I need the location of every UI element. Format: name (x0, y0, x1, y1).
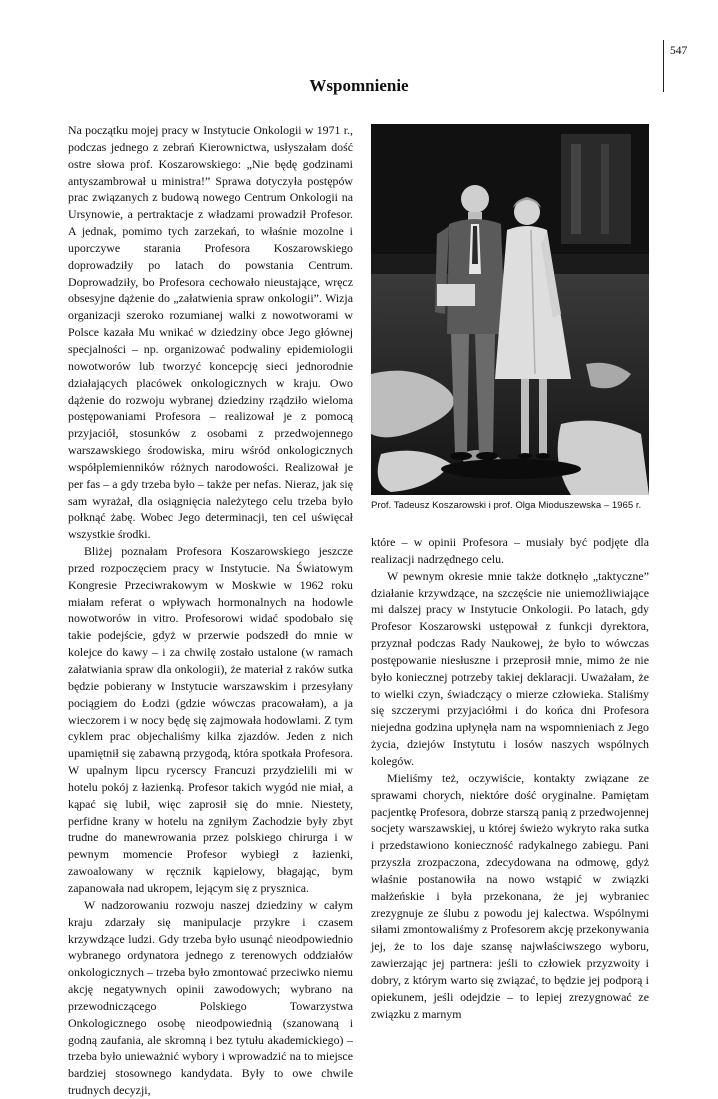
photo-caption: Prof. Tadeusz Koszarowski i prof. Olga Mioduszewska – 1965 r. (371, 500, 642, 511)
page-number: 547 (670, 45, 688, 57)
right-column (371, 534, 649, 1022)
paragraph: W pewnym okresie mnie także dotknęło „taktyczne” działanie krzywdzące, na szczęście nie uniemożliwiające mi dalszej pracy w Instytucie Onkologii. Po latach, gdy Profesor Koszarowski ustępował z funkcji dyrektora, przyznał podczas Rady Naukowej, że było to wówczas postępowanie niesłuszne i przeprosił mnie, mimo że nie było koniecznej potrzeby takiej deklaracji. Uważałam, że to wielki czyn, świadczący o mierze człowieka. Staliśmy się szczerymi przyjaciółmi i do końca dni Profesora niejedna godzina upłynęła nam na wspomnieniach z Jego życia, dziejów Instytutu i losów naszych wspólnych kolegów. (371, 568, 649, 768)
paragraph: W nadzorowaniu rozwoju naszej dziedziny w całym kraju zdarzały się manipulacje przykre i czasem krzywdzące ludzi. Gdy trzeba było usunąć nieodpowiednio wybranego ordynatora jednego z terenowych oddziałów onkologicznych – trzeba było zmontować przeciwko niemu akcję negatywnych opinii zawodowych; wybrano na przewodniczącego Polskiego Towarzystwa Onkologicznego osobę nieodpowiednią (szanowaną i godną zaufania, ale skromną i bez tytułu akademickiego) – trzeba było unieważnić wybory i wprowadzić na to miejsce bardziej stosownego kandydata. Były to owe chwile trudnych decyzji, (68, 897, 353, 1098)
page-title: Wspomnienie (309, 76, 409, 95)
paragraph: które – w opinii Profesora – musiały być podjęte dla realizacji nadrzędnego celu. (371, 535, 649, 566)
paragraph: Bliżej poznałam Profesora Koszarowskiego jeszcze przed rozpoczęciem pracy w Instytucie. Na Światowym Kongresie Przeciwrakowym w Moskwie w 1962 roku miałam referat o wpływach hormonalnych na hodowle nowotworów in vitro. Profesorowi widać spodobało się takie podejście, gdyż w przerwie podszedł do mnie w kolejce do kawy – i za chwilę zostało ustalone (w ramach załatwiania spraw dla onkologii), że materiał z raków sutka będzie pobierany w Instytucie warszawskim i przesyłany pociągiem do Łodzi (gdzie wówczas pracowałam), a ja wieczorem i w nocy będę się zajmowała hodowlami. Z tym cyklem prac objechaliśmy kilka zjazdów. Jeden z nich upamiętnił się zabawną przygodą, która spotkała Profesora. W upalnym lipcu rycerscy Francuzi przydzielili mi w hotelu pokój z łazienką. Profesor takich wygód nie miał, a kąpać się lubił, więc zaprosił się do mnie. Niestety, perfidne krany w hotelu na zgniłym Zachodzie były zbyt trudne do manewrowania przez polskiego chirurga i w pewnym momencie Profesor wybiegł z łazienki, zawoalowany w ręcznik kąpielowy, błagając, bym zapanowała nad ukropem, lejącym się z prysznica. (68, 544, 353, 895)
photo-image (371, 124, 649, 495)
photo (371, 124, 649, 495)
paragraph: Mieliśmy też, oczywiście, kontakty związane ze sprawami chorych, niektóre dość oryginalne. Pamiętam pacjentkę Profesora, dobrze starszą panią z przedwojennej socjety warszawskiej, u której świeżo wykryto raka sutka i przedstawiono konieczność radykalnego zabiegu. Pani przyszła zrozpaczona, zdecydowana na odmowę, gdyż właśnie postanowiła na nowo wstąpić w związki małżeńskie i była przekonana, że jej wybraniec zrezygnuje ze ślubu z powodu jej kalectwa. Wspólnymi siłami zmontowaliśmy z Profesorem akcję przekonywania jej, że to los daje szansę najwłaściwszego wyboru, zawierzając jej partnera: jeśli to człowiek przyzwoity i dobry, z którym warto się związać, to będzie jej podporą i opiekunem, jeśli odejdzie – to lepiej zrezygnować ze związku z marnym (371, 770, 649, 1021)
left-column (68, 122, 353, 1099)
paragraph: Na początku mojej pracy w Instytucie Onkologii w 1971 r., podczas jednego z zebrań Kierownictwa, usłyszałam dość ostre słowa prof. Koszarowskiego: „Nie będę godzinami antyszambrował u ministra!” Sprawa dotyczyła postępów prac związanych z budową nowego Centrum Onkologii na Ursynowie, a pertraktacje z władzami prowadził Profesor. A jednak, pomimo tych zarzekań, to właśnie mozolne i uporczywe starania Profesora Koszarowskiego doprowadziły po latach do powstania Centrum. Doprowadziły, bo Profesora cechowało nieustające, wręcz obsesyjne dążenie do „załatwienia spraw onkologii”. Wizja organizacji szeroko rozumianej walki z nowotworami w Polsce kazała Mu wnikać w dziedziny obce Jego głównej specjalności – np. organizować podwaliny epidemiologii nowotworów lub tworzyć koncepcję sieci jednorodnie działających placówek onkologicznych w kraju. Owo dążenie do rozwoju wybranej dziedziny rządziło wieloma postępowaniami Profesora – realizował je z pomocą przyjaciół, stosunków z osobami z przedwojennego warszawskiego środowiska, miru wśród onkologicznych współplemienników różnych narodowości. Realizował je per fas – a gdy trzeba było – także per nefas. Nieraz, jak się sam wyrażał, dla osiągnięcia należytego celu trzeba było połknąć żabę. Wobec Jego determinacji, ten cel uświęcał wszystkie środki. (68, 123, 353, 542)
